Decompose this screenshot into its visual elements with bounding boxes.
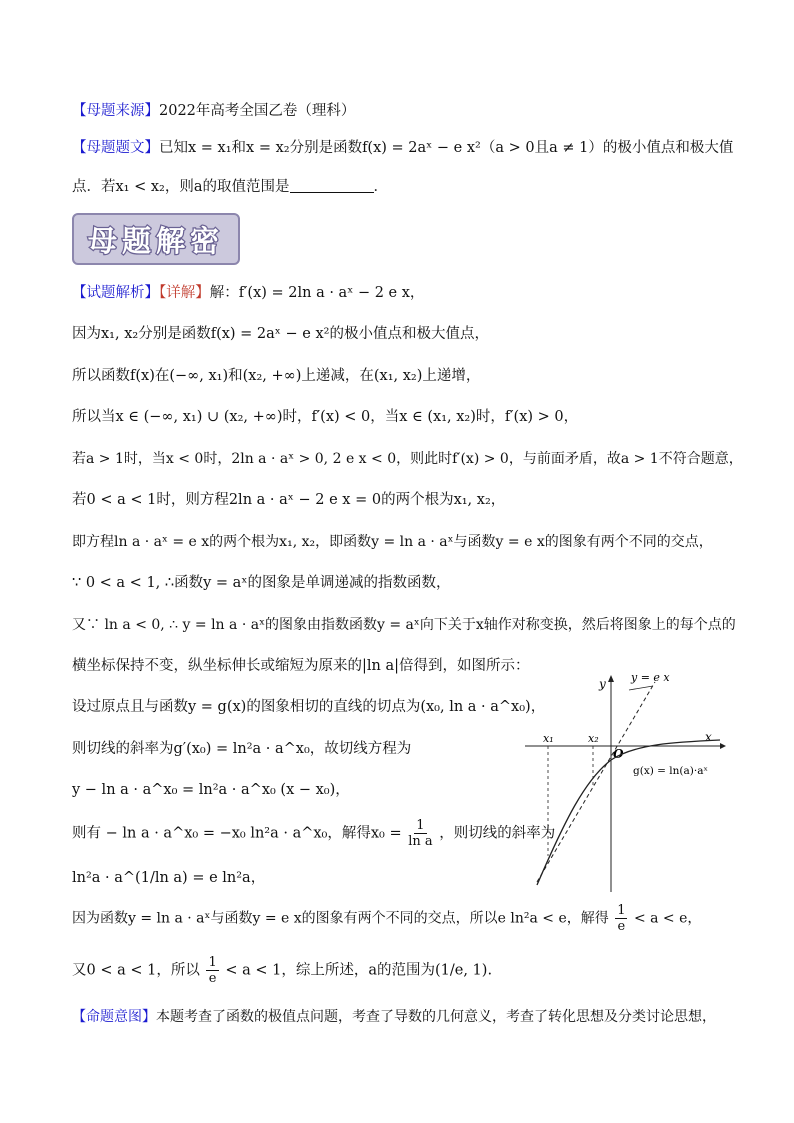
solution-text-14b: ，则切线的斜率为 xyxy=(439,825,556,842)
fraction-numerator: 1 xyxy=(617,903,626,918)
solution-text-7: 即方程ln a · aˣ = e x的两个根为x₁, x₂，即函数y = ln a · aˣ与函数y = e x的图象有两个不同的交点， xyxy=(72,534,713,550)
solution-line-12 xyxy=(72,739,411,759)
question-text-2-end: ． xyxy=(373,179,388,195)
tangent-line xyxy=(537,682,655,882)
fraction-numerator: 1 xyxy=(208,955,217,970)
line-label-leader xyxy=(629,686,653,690)
fraction-denominator: e xyxy=(617,919,626,934)
answer-interval: (1/e, 1) xyxy=(434,962,488,979)
solution-text-5: 若a > 1时，当x < 0时，2ln a · aˣ > 0, 2 e x < 0，则此时f′(x) > 0，与前面矛盾，故a > 1不符合题意， xyxy=(72,451,743,467)
solution-text-12: 则切线的斜率为g′(x₀) = ln²a · a^x₀，故切线方程为 xyxy=(72,741,412,757)
solution-text-13: y − ln a · a^x₀ = ln²a · a^x₀ (x − x₀)， xyxy=(72,782,350,798)
solution-line-10 xyxy=(72,656,530,676)
solution-text-4: 所以当x ∈ (−∞, x₁) ∪ (x₂, +∞)时，f′(x) < 0，当x ∈ (x₁, x₂)时，f′(x) > 0， xyxy=(72,409,579,425)
fraction-numerator: 1 xyxy=(416,818,425,833)
solution-line-16 xyxy=(72,903,701,934)
x-axis-arrow xyxy=(720,743,726,749)
solution-line-13 xyxy=(72,780,350,800)
solution-line-2 xyxy=(72,324,489,344)
analysis-tag: 【试题解析】 xyxy=(72,285,159,301)
banner-text: 母题解密 xyxy=(87,223,224,258)
solution-text-17d: . xyxy=(487,962,493,979)
solution-text-2: 因为x₁, x₂分别是函数f(x) = 2aˣ − e x²的极小值点和极大值点， xyxy=(72,326,489,342)
question-line-1 xyxy=(72,138,733,158)
source-tag: 【母题来源】 xyxy=(72,103,159,119)
solution-text-11: 设过原点且与函数y = g(x)的图象相切的直线的切点为(x₀, ln a · a^x₀)， xyxy=(72,699,546,715)
solution-banner xyxy=(72,213,240,265)
line-label: y = e x xyxy=(631,671,670,684)
solution-line-17 xyxy=(72,955,492,986)
solution-text-15: ln²a · a^(1/ln a) = e ln²a， xyxy=(72,870,266,886)
solution-line-3 xyxy=(72,366,480,386)
y-axis-arrow xyxy=(608,675,614,682)
detail-tag: 【详解】 xyxy=(159,285,210,301)
solution-text-16a: 因为函数y = ln a · aˣ与函数y = e x的图象有两个不同的交点，所以e ln²a < e，解得 xyxy=(72,910,609,927)
solution-text-17b: < a < 1，综上所述，a的范围为 xyxy=(225,962,435,979)
question-text-1: 已知x = x₁和x = x₂分别是函数f(x) = 2aˣ − e x²（a > 0且a ≠ 1）的极小值点和极大值 xyxy=(159,140,734,156)
y-axis-label: y xyxy=(599,677,606,691)
solution-text-6: 若0 < a < 1时，则方程2ln a · aˣ − 2 e x = 0的两个根为x₁, x₂， xyxy=(72,492,506,508)
solution-line-14 xyxy=(72,818,555,849)
solution-line-11 xyxy=(72,697,545,717)
x0-fraction xyxy=(408,818,432,849)
origin-label: O xyxy=(613,747,624,761)
intent-line xyxy=(72,1007,716,1027)
solution-line-15 xyxy=(72,868,265,888)
solution-text-16b: < a < e， xyxy=(633,910,702,927)
fraction-denominator: e xyxy=(208,971,217,986)
solution-line-9 xyxy=(72,615,736,635)
inverse-e-fraction-2 xyxy=(206,955,218,986)
solution-line-1 xyxy=(72,283,424,303)
solution-text-8: ∵ 0 < a < 1, ∴函数y = aˣ的图象是单调递减的指数函数， xyxy=(72,575,451,591)
inverse-e-fraction xyxy=(615,903,627,934)
solution-line-7 xyxy=(72,532,713,552)
question-tag: 【母题题文】 xyxy=(72,140,159,156)
g-curve xyxy=(537,740,720,885)
solution-text-9: 又∵ ln a < 0, ∴ y = ln a · aˣ的图象由指数函数y = aˣ向下关于x轴作对称变换，然后将图象上的每个点的 xyxy=(72,617,736,633)
tangent-graph xyxy=(515,670,730,895)
solution-line-8 xyxy=(72,573,450,593)
solution-text-14a: 则有 − ln a · a^x₀ = −x₀ ln²a · a^x₀，解得x₀ = xyxy=(72,825,402,842)
solution-line-4 xyxy=(72,407,578,427)
answer-blank xyxy=(290,178,374,193)
solution-line-5 xyxy=(72,449,743,469)
x-axis-label: x xyxy=(705,730,712,744)
x1-label: x₁ xyxy=(543,732,554,745)
source-line xyxy=(72,101,355,121)
fraction-denominator: ln a xyxy=(408,834,433,849)
solution-text-3: 所以函数f(x)在(−∞, x₁)和(x₂, +∞)上递减，在(x₁, x₂)上递增， xyxy=(72,368,481,384)
solution-text-1: 解：f′(x) = 2ln a · aˣ − 2 e x， xyxy=(209,285,425,301)
question-text-2: 点．若x₁ < x₂，则a的取值范围是 xyxy=(72,179,290,195)
intent-text: 本题考查了函数的极值点问题，考查了导数的几何意义，考查了转化思想及分类讨论思想， xyxy=(156,1009,716,1025)
solution-text-17a: 又0 < a < 1，所以 xyxy=(72,962,200,979)
solution-line-6 xyxy=(72,490,505,510)
curve-label: g(x) = ln(a)·aˣ xyxy=(633,765,708,777)
x2-label: x₂ xyxy=(588,732,599,745)
question-line-2 xyxy=(72,177,388,197)
source-text: 2022年高考全国乙卷（理科） xyxy=(159,103,356,119)
solution-text-10: 横坐标保持不变，纵坐标伸长或缩短为原来的|ln a|倍得到，如图所示： xyxy=(72,658,530,674)
intent-tag: 【命题意图】 xyxy=(72,1009,156,1025)
